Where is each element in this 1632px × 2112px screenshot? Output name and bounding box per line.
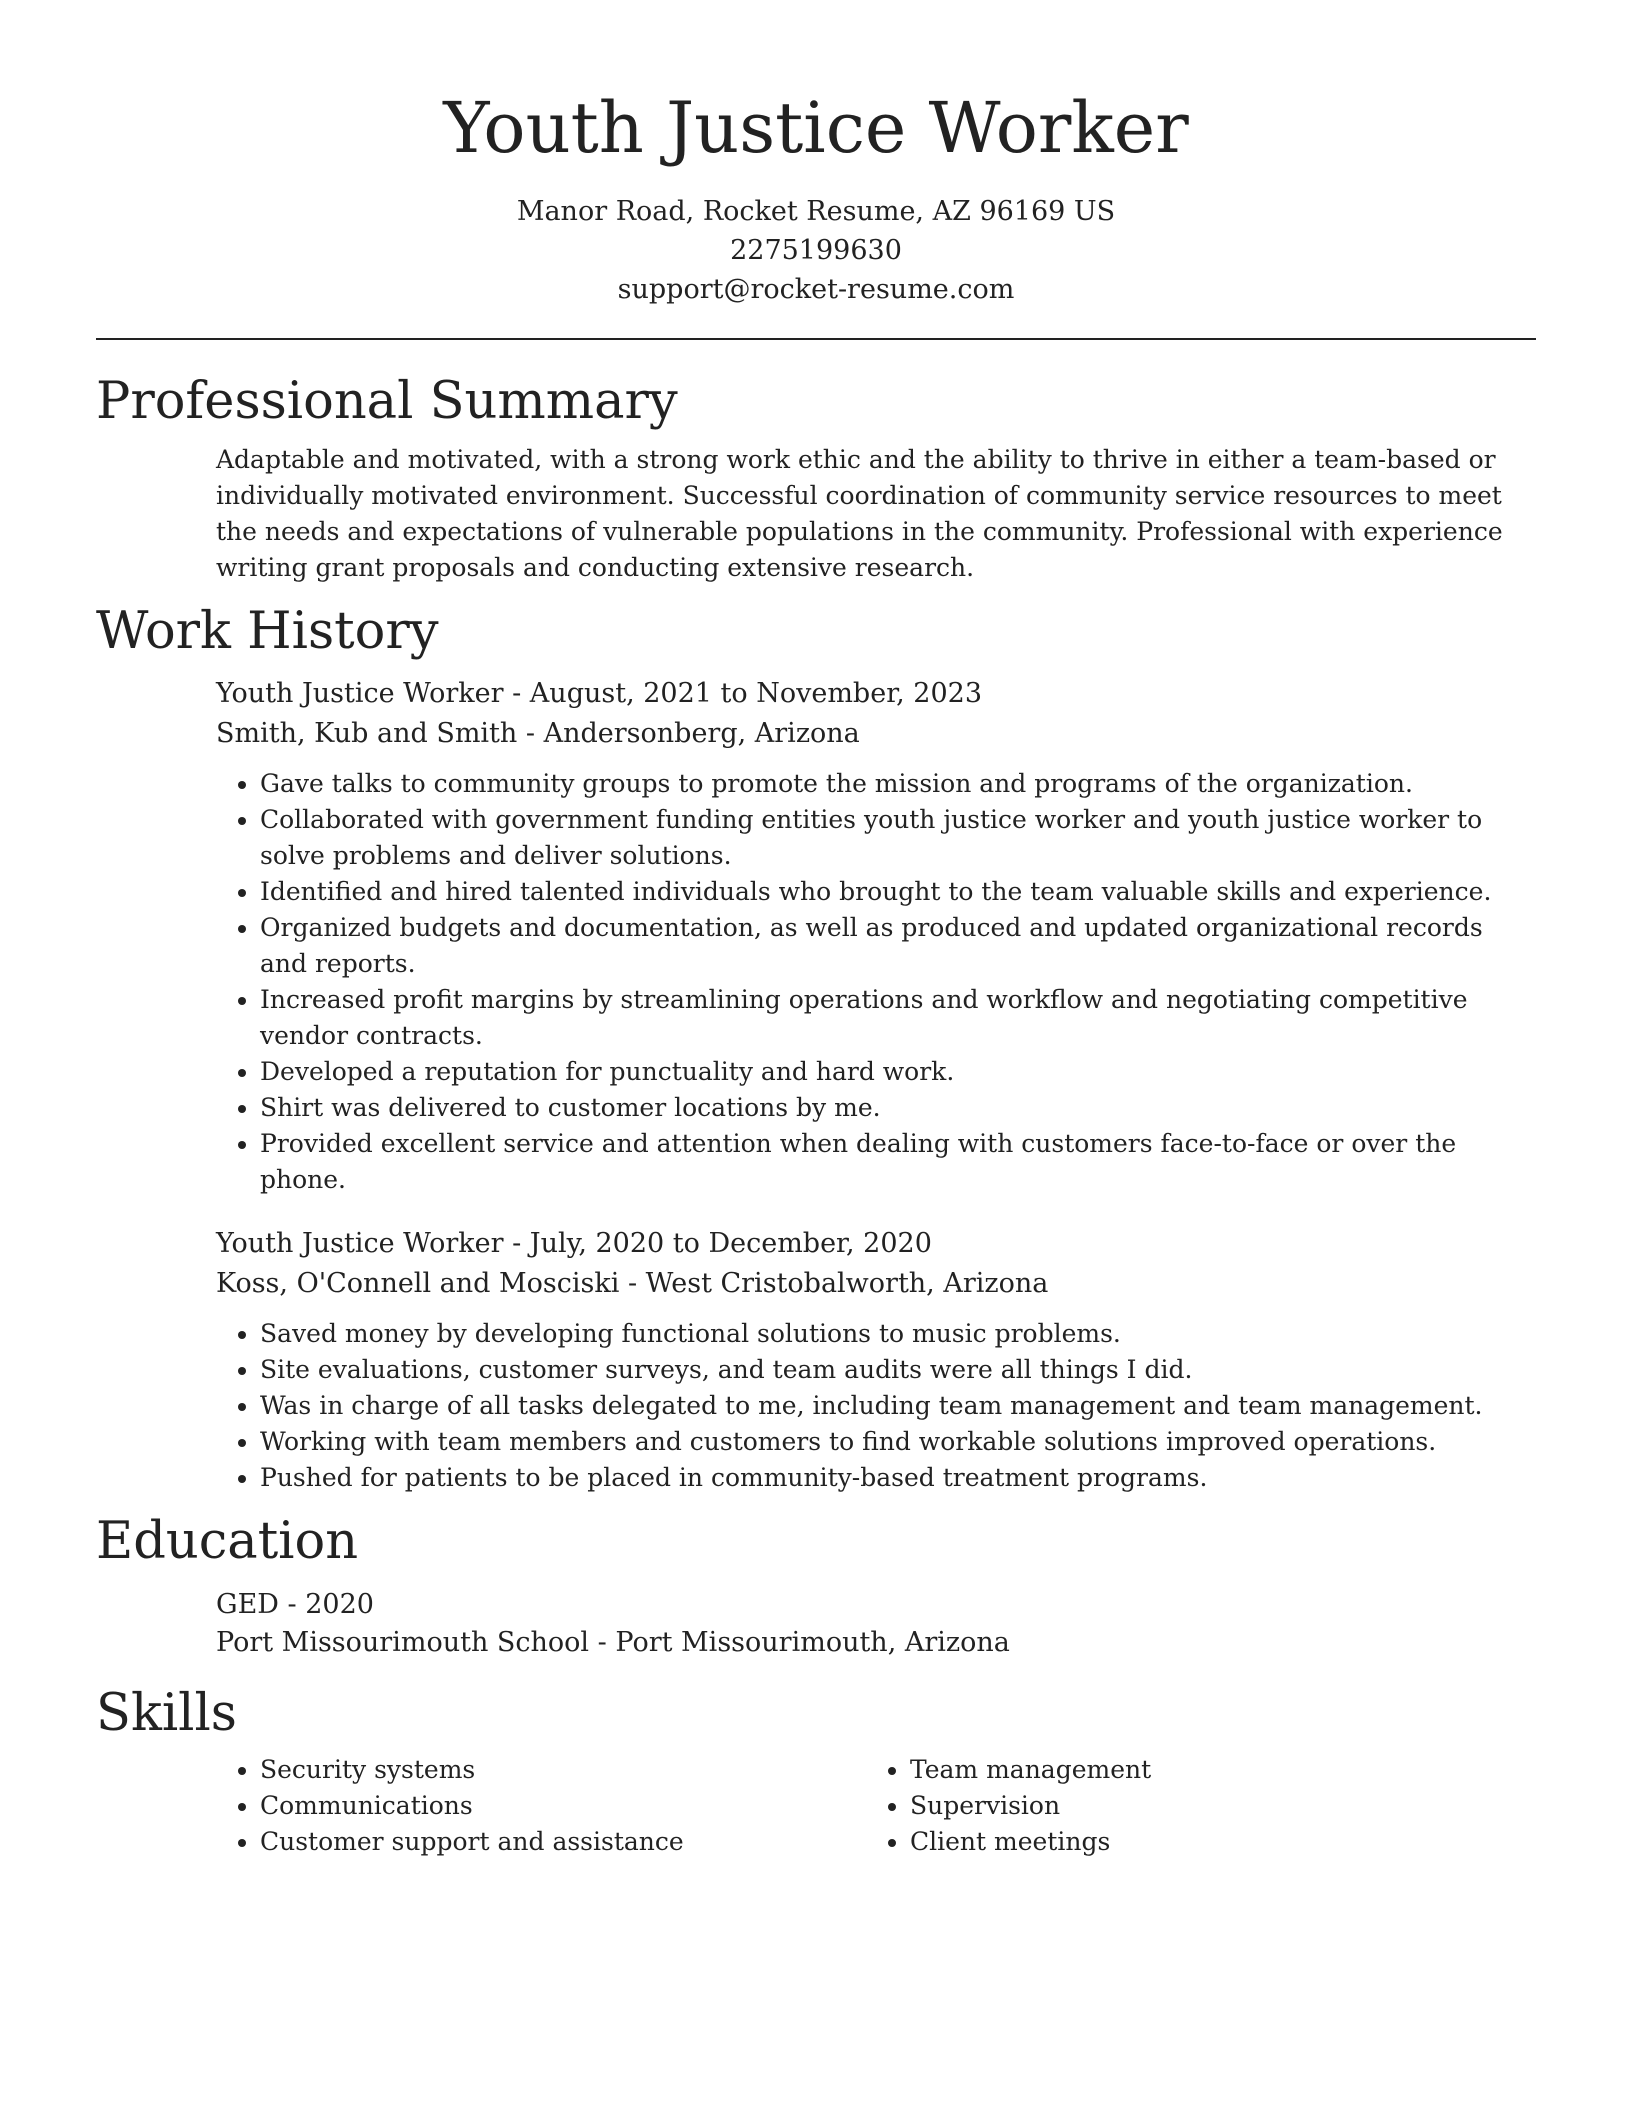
job-dates: - August, 2021 to November, 2023 [503, 678, 983, 709]
list-item: • Shirt was delivered to customer locations by me. [260, 1090, 1516, 1126]
education-year: - 2020 [278, 1589, 374, 1620]
contact-block [96, 192, 1536, 309]
job-entry [216, 674, 1536, 1198]
work-section [96, 600, 1536, 1496]
education-location: - Port Missourimouth, Arizona [589, 1627, 1010, 1658]
summary-text: Adaptable and motivated, with a strong work ethic and the ability to thrive in either a team-based or individually motivated environment. Successful coordination of community service resources to meet the needs and expectations of vulnerable populations in the community. Professional with experience writing grant proposals and conducting extensive research. [216, 445, 1503, 582]
job-title-line [216, 1224, 1536, 1264]
job-bullets [216, 766, 1516, 1198]
skill-item: • Communications [260, 1788, 866, 1824]
education-entry [216, 1586, 1536, 1662]
skills-list-right [866, 1752, 1516, 1860]
skills-list-left [216, 1752, 866, 1860]
job-company: Smith, Kub and Smith [216, 718, 518, 749]
job-position: Youth Justice Worker [216, 678, 504, 709]
list-item: • Provided excellent service and attention when dealing with customers face-to-face or over the phone. [260, 1126, 1516, 1198]
education-school-line [216, 1624, 1536, 1662]
resume-page [96, 0, 1536, 1860]
list-item: • Gave talks to community groups to promote the mission and programs of the organization. [260, 766, 1516, 802]
contact-phone: 2275199630 [730, 235, 902, 266]
work-title: Work History [96, 602, 439, 661]
job-location: - West Cristobalworth, Arizona [619, 1268, 1049, 1299]
summary-title: Professional Summary [96, 372, 678, 431]
contact-email: support@rocket-resume.com [617, 274, 1015, 305]
header-divider [96, 338, 1536, 340]
list-item: • Identified and hired talented individuals who brought to the team valuable skills and experience. [260, 874, 1516, 910]
education-school: Port Missourimouth School [216, 1627, 590, 1658]
resume-header [96, 0, 1536, 309]
list-item: • Saved money by developing functional solutions to music problems. [260, 1316, 1516, 1352]
skill-item: • Client meetings [910, 1824, 1516, 1860]
job-dates: - July, 2020 to December, 2020 [503, 1228, 932, 1259]
skills-columns [216, 1752, 1536, 1860]
job-location: - Andersonberg, Arizona [517, 718, 860, 749]
skill-item: • Customer support and assistance [260, 1824, 866, 1860]
list-item: • Was in charge of all tasks delegated to me, including team management and team management. [260, 1388, 1516, 1424]
list-item: • Site evaluations, customer surveys, and team audits were all things I did. [260, 1352, 1516, 1388]
skill-item: • Supervision [910, 1788, 1516, 1824]
list-item: • Pushed for patients to be placed in community-based treatment programs. [260, 1460, 1516, 1496]
education-section [96, 1510, 1536, 1662]
skill-item: • Team management [910, 1752, 1516, 1788]
job-bullets [216, 1316, 1516, 1496]
education-degree: GED [216, 1589, 279, 1620]
list-item: • Developed a reputation for punctuality and hard work. [260, 1054, 1516, 1090]
list-item: • Working with team members and customers to find workable solutions improved operations. [260, 1424, 1516, 1460]
skill-item: • Security systems [260, 1752, 866, 1788]
skills-title: Skills [96, 1684, 237, 1743]
candidate-name: Youth Justice Worker [443, 87, 1189, 169]
list-item: • Increased profit margins by streamlining operations and workflow and negotiating competitive vendor contracts. [260, 982, 1516, 1054]
skills-section [96, 1682, 1536, 1860]
education-title: Education [96, 1512, 359, 1571]
job-entry [216, 1224, 1536, 1496]
contact-address: Manor Road, Rocket Resume, AZ 96169 US [516, 196, 1116, 227]
list-item: • Collaborated with government funding entities youth justice worker and youth justice worker to solve problems and deliver solutions. [260, 802, 1516, 874]
job-company: Koss, O'Connell and Mosciski [216, 1268, 620, 1299]
job-company-line [216, 714, 1536, 754]
list-item: • Organized budgets and documentation, as well as produced and updated organizational records and reports. [260, 910, 1516, 982]
job-position: Youth Justice Worker [216, 1228, 504, 1259]
job-title-line [216, 674, 1536, 714]
education-degree-line [216, 1586, 1536, 1624]
job-company-line [216, 1264, 1536, 1304]
summary-section [96, 370, 1536, 586]
